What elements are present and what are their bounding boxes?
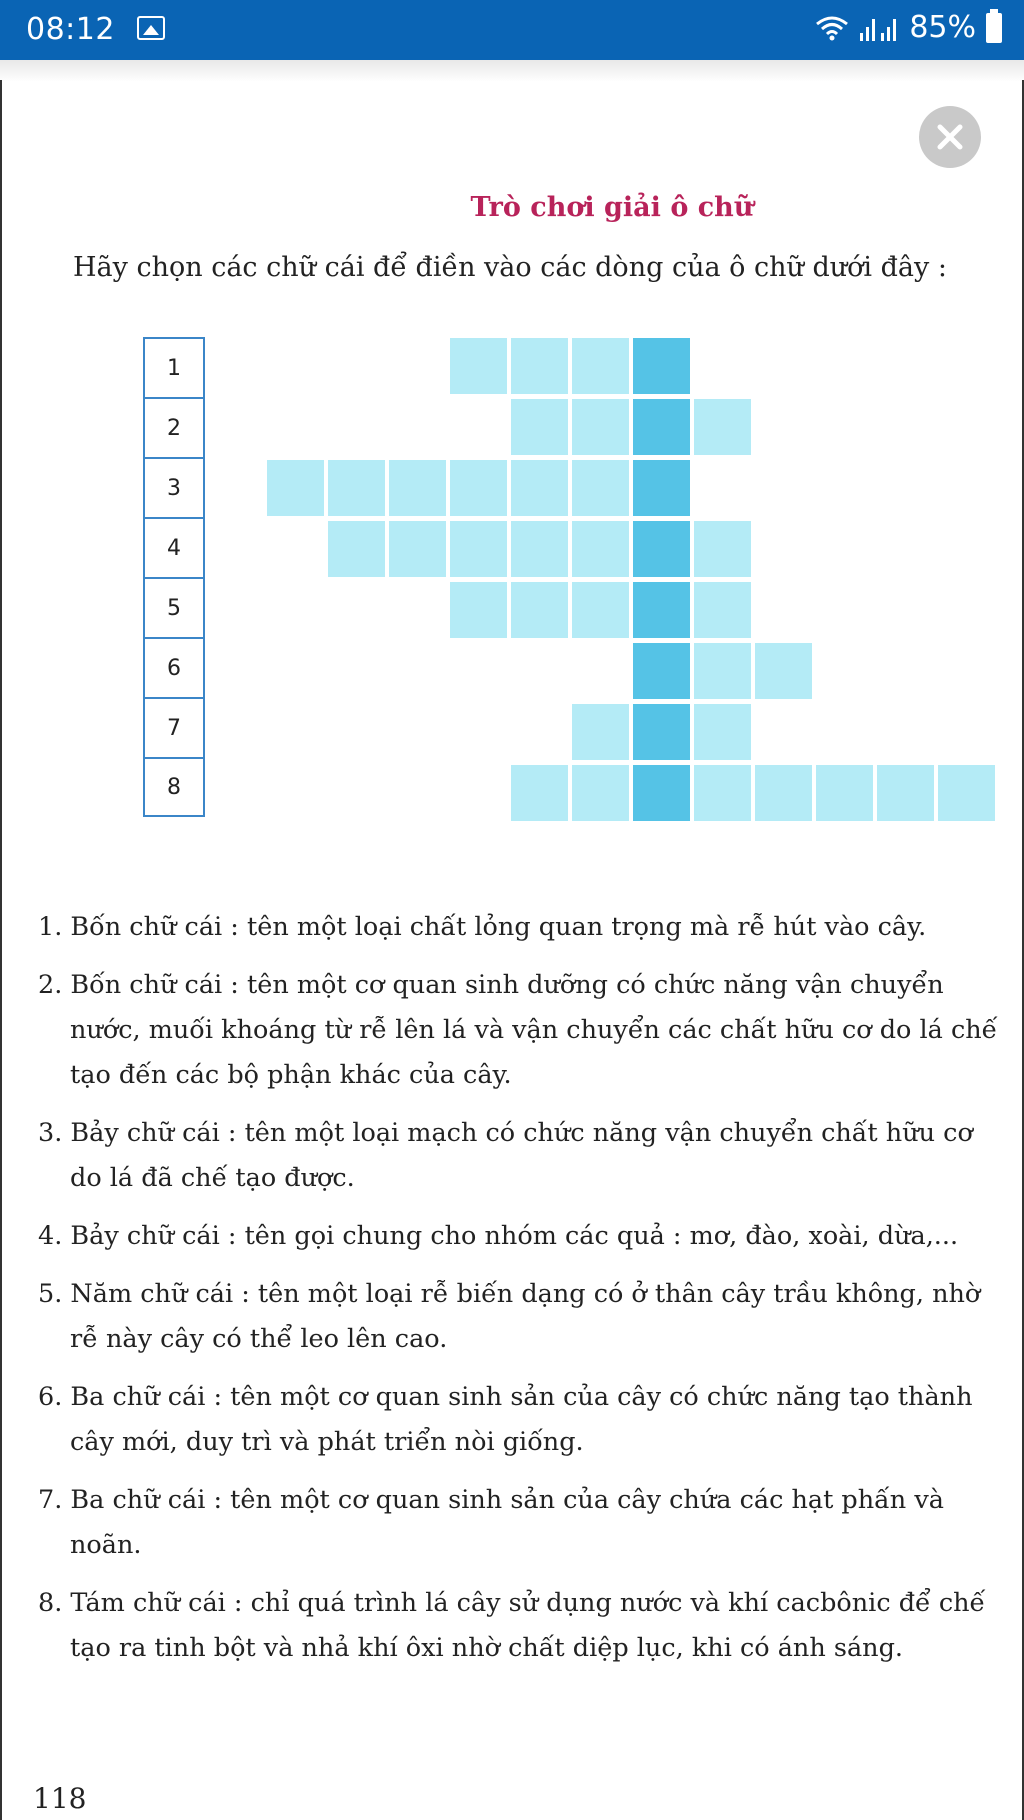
crossword-key-cell: [633, 399, 690, 455]
crossword-cell: [694, 582, 751, 638]
row-number: 2: [143, 397, 205, 457]
crossword-cell: [938, 765, 995, 821]
crossword-cell: [572, 582, 629, 638]
crossword-key-cell: [633, 704, 690, 760]
image-notification-icon: [137, 16, 165, 40]
close-icon: [935, 122, 965, 152]
status-time: 08:12: [26, 12, 115, 47]
clue-text: 8. Tám chữ cái : chỉ quá trình lá cây sử dụng nước và khí cacbônic để chế tạo ra tinh bột và nhả khí ôxi nhờ chất diệp lục, khi có ánh sáng.: [38, 1588, 986, 1663]
crossword-cell: [755, 765, 812, 821]
viewer-top-shadow: [0, 60, 1024, 82]
battery-percent: 85%: [909, 10, 976, 45]
crossword-cell: [450, 582, 507, 638]
crossword-cell: [694, 521, 751, 577]
crossword-key-cell: [633, 338, 690, 394]
crossword-cell: [389, 460, 446, 516]
crossword-cell: [572, 521, 629, 577]
crossword-cell: [511, 582, 568, 638]
clue-text: 6. Ba chữ cái : tên một cơ quan sinh sản của cây có chức năng tạo thành cây mới, duy trì và phát triển nòi giống.: [38, 1382, 973, 1457]
crossword-cell: [328, 460, 385, 516]
row-number: 4: [143, 517, 205, 577]
signal-icon: [859, 13, 899, 43]
clue-text: 7. Ba chữ cái : tên một cơ quan sinh sản của cây chứa các hạt phấn và noãn.: [38, 1485, 944, 1560]
crossword-cell: [450, 460, 507, 516]
clue-text: 1. Bốn chữ cái : tên một loại chất lỏng quan trọng mà rễ hút vào cây.: [38, 912, 927, 942]
row-number: 6: [143, 637, 205, 697]
clue-item: [38, 1111, 1008, 1201]
clue-item: [38, 1272, 1008, 1362]
crossword-cell: [511, 399, 568, 455]
status-bar: [0, 0, 1024, 60]
crossword-cell: [877, 765, 934, 821]
clue-item: [38, 1478, 1008, 1568]
puzzle-title: Trò chơi giải ô chữ: [470, 192, 754, 223]
crossword-cell: [511, 521, 568, 577]
close-button[interactable]: [919, 106, 981, 168]
row-number: 3: [143, 457, 205, 517]
crossword-cell: [572, 765, 629, 821]
crossword-cell: [572, 338, 629, 394]
clue-item: [38, 1581, 1008, 1671]
crossword-cell: [450, 338, 507, 394]
crossword-cell: [694, 399, 751, 455]
crossword-cell: [450, 521, 507, 577]
clue-text: 2. Bốn chữ cái : tên một cơ quan sinh dưỡng có chức năng vận chuyển nước, muối khoáng từ rễ lên lá và vận chuyển các chất hữu cơ do lá chế tạo đến các bộ phận khác của cây.: [38, 970, 998, 1090]
clue-item: [38, 1214, 1008, 1259]
crossword-cell: [755, 643, 812, 699]
wifi-icon: [815, 13, 849, 43]
crossword-cell: [511, 338, 568, 394]
crossword-cell: [389, 521, 446, 577]
crossword-cell: [694, 765, 751, 821]
clue-text: 4. Bảy chữ cái : tên gọi chung cho nhóm các quả : mơ, đào, xoài, dừa,...: [38, 1221, 959, 1251]
crossword-grid: [267, 338, 1007, 823]
row-number: 7: [143, 697, 205, 757]
puzzle-instruction: Hãy chọn các chữ cái để điền vào các dòng của ô chữ dưới đây :: [73, 252, 947, 283]
crossword-key-cell: [633, 765, 690, 821]
row-number: 8: [143, 757, 205, 817]
clue-text: 5. Năm chữ cái : tên một loại rễ biến dạng có ở thân cây trầu không, nhờ rễ này cây có thể leo lên cao.: [38, 1279, 981, 1354]
clue-text: 3. Bảy chữ cái : tên một loại mạch có chức năng vận chuyển chất hữu cơ do lá đã chế tạo được.: [38, 1118, 973, 1193]
crossword-cell: [267, 460, 324, 516]
crossword-cell: [328, 521, 385, 577]
crossword-cell: [694, 704, 751, 760]
clue-list: [38, 905, 1008, 1684]
clue-item: [38, 905, 1008, 950]
crossword-cell: [572, 704, 629, 760]
status-indicators: [815, 10, 1002, 45]
crossword-key-cell: [633, 460, 690, 516]
crossword-cell: [694, 643, 751, 699]
row-number-column: [143, 337, 205, 817]
clue-item: [38, 963, 1008, 1098]
crossword-cell: [511, 460, 568, 516]
clue-item: [38, 1375, 1008, 1465]
crossword-cell: [816, 765, 873, 821]
crossword-key-cell: [633, 582, 690, 638]
row-number: 5: [143, 577, 205, 637]
page-number: 118: [33, 1782, 87, 1815]
crossword-key-cell: [633, 643, 690, 699]
crossword-cell: [511, 765, 568, 821]
crossword-cell: [572, 460, 629, 516]
row-number: 1: [143, 337, 205, 397]
battery-icon: [986, 13, 1002, 43]
crossword-cell: [572, 399, 629, 455]
crossword-key-cell: [633, 521, 690, 577]
page-border-left: [0, 80, 2, 1820]
